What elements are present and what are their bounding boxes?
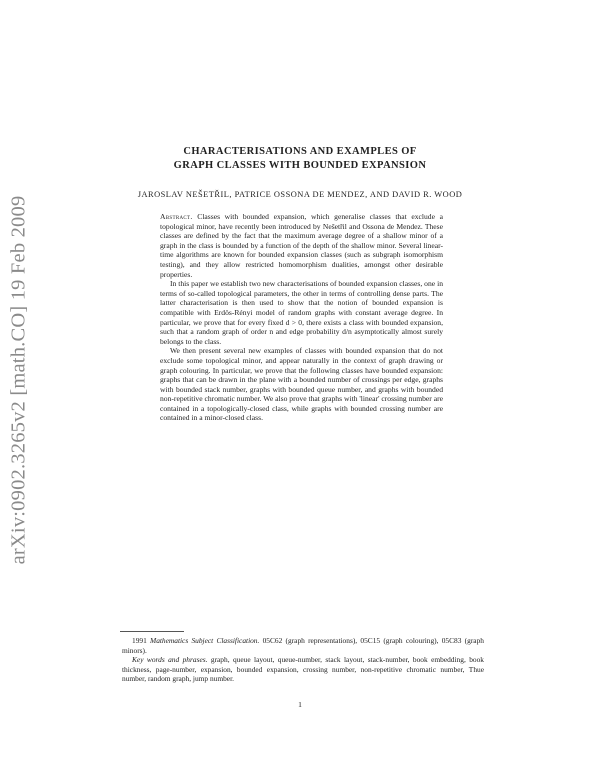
footnote-rule [120,631,184,632]
abstract-paragraph-3: We then present several new examples of classes with bounded expansion that do not exclude some topological minor, and appear naturally in the context of graph drawing or graph colouring. In particular, we prove that the following classes have bounded expansion: graphs that can be drawn in the plane with a bounded number of crossings per edge, graphs with bounded stack number, graphs with bounded queue number, and graphs with bounded non-repetitive chromatic number. We also prove that graphs with 'linear' crossing number are contained in a topologically-closed class, while graphs with bounded crossing number are contained in a minor-closed class. [160,346,443,423]
msc-footnote [122,636,484,655]
abstract [160,212,443,423]
abstract-heading: Abstract. [160,212,193,221]
title-line-2: GRAPH CLASSES WITH BOUNDED EXPANSION [173,160,427,171]
title-line-1: CHARACTERISATIONS AND EXAMPLES OF [183,146,417,157]
page-number: 1 [298,700,302,709]
footnotes [122,636,484,684]
authors: JAROSLAV NEŠETŘIL, PATRICE OSSONA DE MENDEZ, AND DAVID R. WOOD [137,190,463,199]
keywords-text: graph, queue layout, queue-number, stack layout, stack-number, book embedding, book thickness, page-number, expansion, bounded expansion, crossing number, non-repetitive chromatic number, Thue number, random graph, jump number. [122,655,484,684]
msc-year: 1991 [132,636,147,645]
keywords-label: Key words and phrases. [132,655,208,665]
msc-label: Mathematics Subject Classification. [150,636,260,645]
abstract-paragraph-2: In this paper we establish two new characterisations of bounded expansion classes, one in terms of so-called topological parameters, the other in terms of controlling dense parts. The latter characterisation is then used to show that the notion of bounded expansion is compatible with Erdös-Rényi model of random graphs with constant average degree. In particular, we prove that for every fixed d > 0, there exists a class with bounded expansion, such that a random graph of order n and edge probability d/n asymptotically almost surely belongs to the class. [160,279,443,346]
msc-text: 05C62 (graph representations), 05C15 (graph colouring), 05C83 (graph minors). [122,636,484,655]
abstract-text-1: Classes with bounded expansion, which generalise classes that exclude a topological minor, have recently been introduced by Nešetřil and Ossona de Mendez. These classes are defined by the fact that the maximum average degree of a shallow minor of a graph in the class is bounded by a function of the depth of the shallow minor. Several linear-time algorithms are known for bounded expansion classes (such as subgraph isomorphism testing), and they allow restricted homomorphism dualities, amongst other desirable properties. [160,212,443,279]
abstract-paragraph-1 [160,212,443,279]
arxiv-identifier [4,100,34,660]
keywords-footnote [122,655,484,684]
paper-title [0,145,600,173]
arxiv-identifier-text: arXiv:0902.3265v2 [math.CO] 19 Feb 2009 [7,195,30,565]
